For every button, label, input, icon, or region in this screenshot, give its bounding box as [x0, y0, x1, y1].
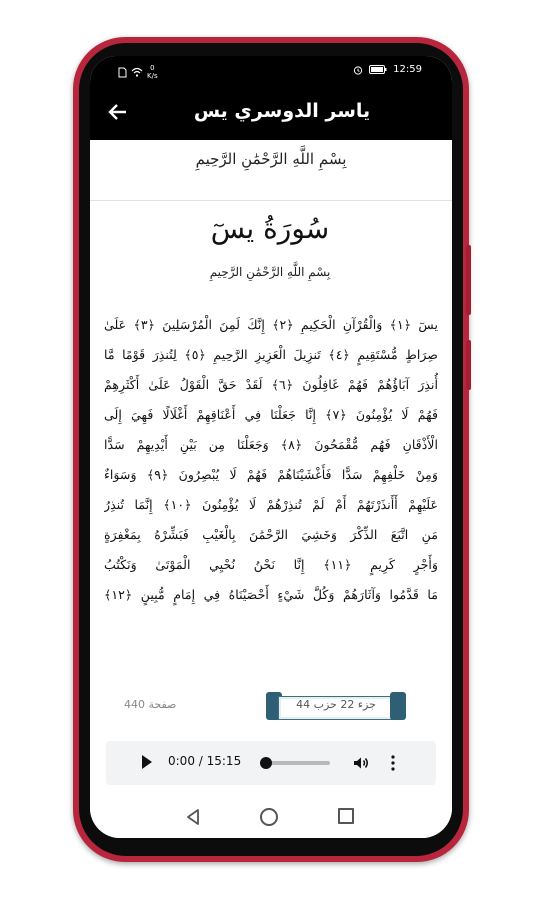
surah-basmala: بِسْمِ اللَّهِ الرَّحْمَٰنِ الرَّحِيمِ — [209, 265, 331, 279]
sim-icon — [118, 67, 127, 78]
verse-line[interactable]: يسٓ ﴿١﴾ وَالْقُرْآنِ الْحَكِيمِ ﴿٢﴾ إِنَّكَ لَمِنَ الْمُرْسَلِينَ ﴿٣﴾ عَلَىٰ — [104, 317, 438, 332]
page-number: صفحة 440 — [124, 698, 177, 711]
audio-player — [106, 741, 436, 785]
battery-icon — [369, 65, 387, 74]
status-left-group — [118, 64, 158, 80]
verse-line[interactable]: فَهُمْ لَا يُؤْمِنُونَ ﴿٧﴾ إِنَّا جَعَلْنَا فِي أَعْنَاقِهِمْ أَغْلَالًا فَهِيَ إِلَى — [104, 407, 438, 422]
juz-hizb-label: جزء 22 حزب 44 — [296, 698, 376, 711]
nav-recents-icon[interactable] — [338, 808, 354, 824]
verse-lines — [104, 310, 438, 610]
network-speed-unit: K/s — [147, 72, 158, 80]
alarm-icon — [353, 65, 363, 75]
volume-side-button — [466, 245, 471, 315]
audio-time-display: 0:00 / 15:15 — [168, 754, 242, 768]
ornament-right-icon — [390, 692, 406, 720]
arrow-left-icon[interactable] — [106, 100, 130, 124]
audio-progress-thumb[interactable] — [260, 757, 272, 769]
status-bar — [90, 56, 452, 84]
nav-back-icon[interactable] — [184, 808, 202, 826]
verse-line[interactable]: وَمِنْ خَلْفِهِمْ سَدًّا فَأَغْشَيْنَاهُمْ فَهُمْ لَا يُبْصِرُونَ ﴿٩﴾ وَسَوَاءٌ — [104, 467, 438, 482]
verse-line[interactable]: مَا قَدَّمُوا وَآثَارَهُمْ وَكُلَّ شَيْءٍ أَحْصَيْنَاهُ فِي إِمَامٍ مُّبِينٍ ﴿١٢﴾ — [104, 587, 438, 602]
surah-title: سُورَةُ يسٓ — [210, 212, 330, 245]
wifi-icon — [131, 67, 143, 77]
juz-hizb-badge — [266, 692, 416, 720]
header-basmala: بِسْمِ اللَّهِ الرَّحْمَٰنِ الرَّحِيمِ — [195, 150, 347, 168]
mushaf-page — [90, 140, 452, 740]
status-time: 12:59 — [393, 64, 422, 75]
verse-line[interactable]: عَلَيْهِمْ أَأَنذَرْتَهُمْ أَمْ لَمْ تُنذِرْهُمْ لَا يُؤْمِنُونَ ﴿١٠﴾ إِنَّمَا تُنذِرُ — [104, 497, 438, 512]
audio-progress-track[interactable] — [264, 761, 330, 765]
power-side-button — [466, 340, 471, 390]
status-right-group — [353, 64, 422, 75]
verse-line[interactable]: وَأَجْرٍ كَرِيمٍ ﴿١١﴾ إِنَّا نَحْنُ نُحْيِي الْمَوْتَىٰ وَنَكْتُبُ — [104, 557, 438, 572]
app-bar — [90, 84, 452, 140]
system-nav-bar — [90, 796, 452, 838]
more-vertical-icon[interactable] — [390, 754, 396, 772]
play-icon[interactable] — [142, 755, 152, 769]
page-footer — [90, 688, 452, 728]
network-speed — [147, 64, 158, 80]
verse-line[interactable]: أُنذِرَ آبَاؤُهُمْ فَهُمْ غَافِلُونَ ﴿٦﴾ لَقَدْ حَقَّ الْقَوْلُ عَلَىٰ أَكْثَرِهِمْ — [104, 377, 438, 392]
verse-line[interactable]: صِرَاطٍ مُّسْتَقِيمٍ ﴿٤﴾ تَنزِيلَ الْعَزِيزِ الرَّحِيمِ ﴿٥﴾ لِتُنذِرَ قَوْمًا مَّا — [104, 347, 438, 362]
verse-line[interactable]: الْأَذْقَانِ فَهُم مُّقْمَحُونَ ﴿٨﴾ وَجَعَلْنَا مِن بَيْنِ أَيْدِيهِمْ سَدًّا — [104, 437, 438, 452]
network-speed-value: 0 — [150, 64, 155, 72]
page-title: ياسر الدوسري يس — [193, 100, 371, 122]
phone-screen — [90, 56, 452, 838]
verse-line[interactable]: مَنِ اتَّبَعَ الذِّكْرَ وَخَشِيَ الرَّحْمَٰنَ بِالْغَيْبِ فَبَشِّرْهُ بِمَغْفِرَةٍ — [104, 527, 438, 542]
header-divider — [90, 200, 452, 201]
nav-home-icon[interactable] — [260, 808, 278, 826]
volume-icon[interactable] — [352, 754, 370, 772]
